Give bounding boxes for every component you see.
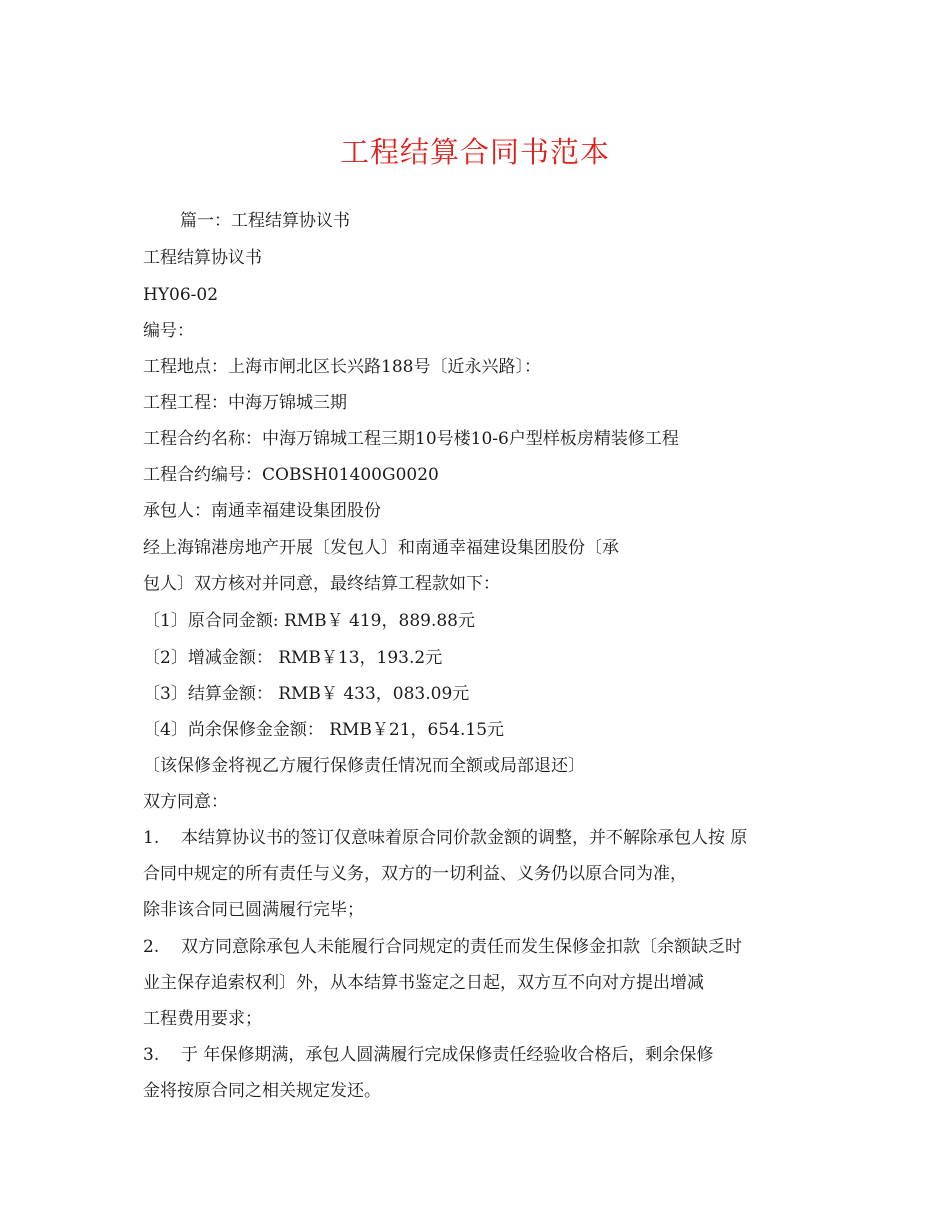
form-code: HY06-02 — [143, 285, 219, 305]
clause-text: 本结算协议书的签订仅意味着原合同价款金额的调整，并不解除承包人按 原 — [181, 828, 748, 848]
clause-line: 工程费用要求； — [143, 1009, 262, 1029]
chapter-heading: 篇一：工程结算协议书 — [180, 211, 350, 231]
clause-line — [143, 936, 742, 958]
contract-name: 工程合约名称：中海万锦城工程三期10号楼10-6户型样板房精装修工程 — [143, 429, 679, 449]
document-title: 工程结算合同书范本 — [339, 135, 610, 169]
number-label: 编号： — [143, 321, 194, 341]
agreement-label: 双方同意： — [143, 792, 228, 812]
clause-number: 2. — [143, 937, 160, 957]
clause-number: 3. — [143, 1045, 160, 1065]
clause-line: 金将按原合同之相关规定发还。 — [143, 1081, 381, 1101]
clause-number: 1. — [143, 828, 160, 848]
clause-line: 除非该合同已圆满履行完毕； — [143, 900, 364, 920]
project-location: 工程地点：上海市闸北区长兴路188号〔近永兴路〕： — [143, 357, 541, 377]
contract-number: 工程合约编号：COBSH01400G0020 — [143, 465, 439, 485]
project-name: 工程工程：中海万锦城三期 — [143, 393, 347, 413]
clause-line — [143, 1044, 713, 1066]
amount-settlement: 〔3〕结算金额： RMB￥ 433，083.09元 — [143, 684, 470, 704]
clause-line: 合同中规定的所有责任与义务，双方的一切利益、义务仍以原合同为准， — [143, 864, 687, 884]
clause-text: 于 年保修期满，承包人圆满履行完成保修责任经验收合格后，剩余保修 — [181, 1045, 714, 1065]
amount-original: 〔1〕原合同金额: RMB￥ 419，889.88元 — [143, 611, 475, 631]
amount-retention: 〔4〕尚余保修金金额： RMB￥21，654.15元 — [143, 720, 505, 740]
amount-change: 〔2〕增减金额： RMB￥13，193.2元 — [143, 648, 443, 668]
retention-note: 〔该保修金将视乙方履行保修责任情况而全额或局部退还〕 — [143, 756, 585, 776]
clause-line — [143, 827, 747, 849]
clause-line: 业主保存追索权利〕外，从本结算书鉴定之日起，双方互不向对方提出增减 — [143, 973, 704, 993]
paragraph-line: 经上海锦港房地产开展〔发包人〕和南通幸福建设集团股份〔承 — [143, 538, 619, 558]
paragraph-line: 包人〕双方核对并同意，最终结算工程款如下： — [143, 574, 500, 594]
agreement-heading: 工程结算协议书 — [143, 248, 262, 268]
clause-text: 双方同意除承包人未能履行合同规定的责任而发生保修金扣款〔余额缺乏时 — [181, 937, 742, 957]
contractor: 承包人：南通幸福建设集团股份 — [143, 501, 381, 521]
